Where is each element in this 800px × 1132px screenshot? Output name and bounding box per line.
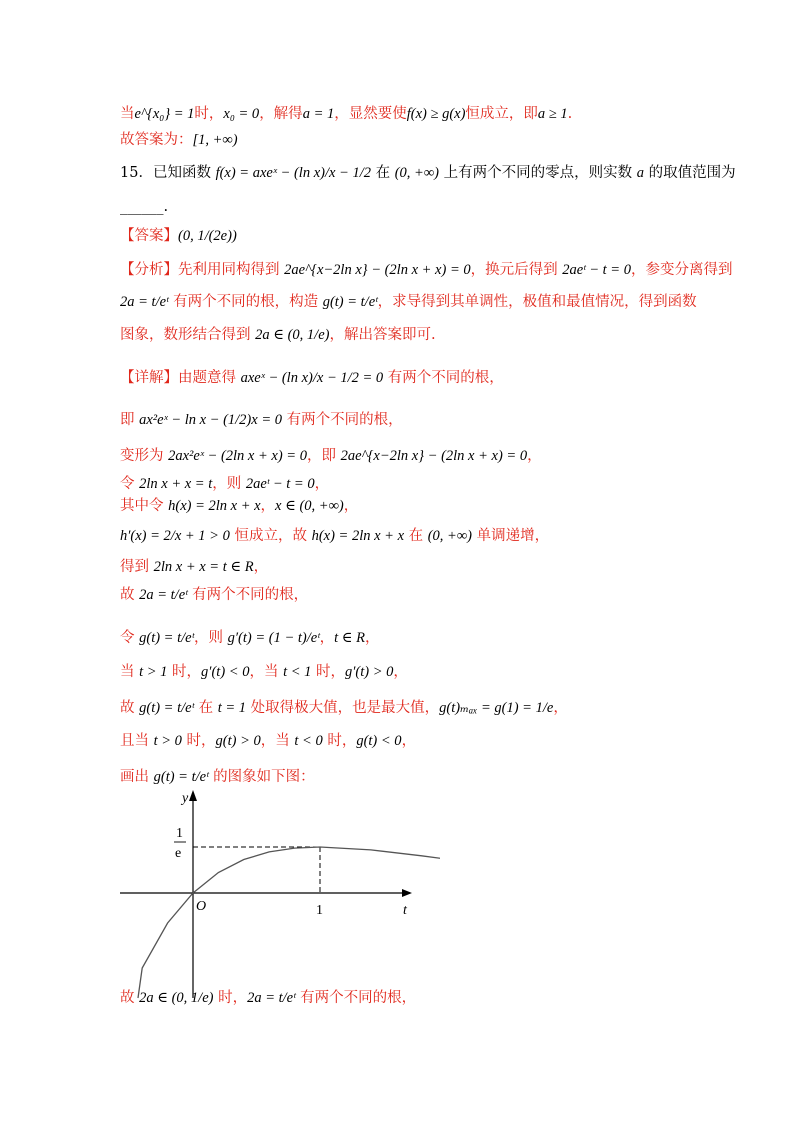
formula: g(t)ₘₐₓ = g(1) = 1/e [439, 700, 554, 716]
text-segment: ，显然要使 [334, 106, 407, 122]
text-segment: 画出 [120, 769, 154, 785]
formula: x₀ = 0 [223, 106, 260, 122]
formula: (0, 1/(2e)) [178, 228, 237, 244]
formula: 2a ∈ (0, 1/e) [139, 990, 214, 1006]
text-segment: ， [319, 630, 335, 646]
formula: h(x) = 2ln x + x [311, 528, 404, 544]
text-line-l1 [120, 104, 572, 124]
graph-svg [120, 786, 440, 1016]
text-segment: 在 [404, 528, 428, 544]
text-segment: 时， [213, 990, 248, 1006]
text-line-l8 [120, 325, 436, 345]
formula: 2a ∈ (0, 1/e) [255, 327, 330, 343]
text-segment: 的取值范围为 [643, 165, 736, 181]
formula: t = 1 [217, 700, 247, 716]
text-line-l18 [120, 662, 408, 682]
text-segment: ，参变分离得到 [630, 262, 733, 278]
text-segment: 当 [120, 664, 140, 680]
formula: t < 1 [283, 664, 312, 680]
text-segment: ，则 [194, 630, 228, 646]
text-segment: ，即 [306, 448, 341, 464]
y-axis-label: y [182, 791, 189, 806]
text-segment: 在 [194, 700, 218, 716]
text-segment: 上有两个不同的零点，则实数 [439, 165, 637, 181]
text-segment: 令 [120, 630, 140, 646]
text-segment: 单调递增， [472, 528, 550, 544]
text-segment: 故 [120, 587, 140, 603]
text-segment: 有两个不同的根， [187, 587, 309, 603]
text-segment: ， [260, 498, 276, 514]
text-segment: 有两个不同的根，构造 [168, 294, 323, 310]
text-segment: 图象，数形结合得到 [120, 327, 256, 343]
formula: g(t) < 0 [356, 733, 402, 749]
text-segment: ， [393, 664, 408, 680]
text-segment: 时， [167, 664, 202, 680]
formula: g(t) = t/eᵗ [322, 294, 378, 310]
text-segment: 的图象如下图： [208, 769, 315, 785]
formula: f(x) ≥ g(x) [406, 106, 466, 122]
text-segment: . [567, 106, 573, 122]
formula: g′(t) = (1 − t)/eᵗ [227, 630, 320, 646]
text-line-l12 [120, 474, 329, 494]
text-segment: 变形为 [120, 448, 169, 464]
text-segment: 有两个不同的根， [295, 990, 417, 1006]
formula: g(t) > 0 [215, 733, 261, 749]
text-segment: ， [314, 476, 330, 492]
function-graph [120, 786, 440, 1020]
text-segment: 有两个不同的根， [383, 370, 504, 386]
formula: 2aeᵗ − t = 0 [245, 476, 315, 492]
formula: 2ln x + x = t [139, 476, 213, 492]
formula: h(x) = 2ln x + x [168, 498, 261, 514]
y-tick-denominator: e [175, 846, 182, 861]
text-line-l14 [120, 526, 549, 546]
text-segment: 故答案为： [120, 132, 193, 148]
text-segment: ， [401, 733, 417, 749]
text-segment: 【详解】由题意得 [120, 370, 241, 386]
t-axis-arrow-icon [402, 889, 412, 897]
text-segment: 其中令 [120, 498, 169, 514]
text-line-l17 [120, 628, 380, 648]
text-segment: ， [553, 700, 568, 716]
text-segment: 有两个不同的根， [282, 412, 403, 428]
t-axis-label: t [403, 903, 407, 918]
text-line-l7 [120, 292, 697, 312]
t-one-label: 1 [316, 903, 323, 918]
text-line-l9 [120, 368, 504, 388]
formula: 2a = t/eᵗ [120, 294, 169, 310]
formula: 2ax²eˣ − (2ln x + x) = 0 [168, 448, 307, 464]
text-segment: 时， [322, 733, 357, 749]
text-segment: ，求导得到其单调性，极值和最值情况，得到函数 [377, 294, 697, 310]
formula: g(t) = t/eᵗ [153, 769, 209, 785]
text-segment: 得到 [120, 559, 154, 575]
text-segment: 时， [311, 664, 345, 680]
formula: 2ln x + x = t ∈ R [153, 559, 254, 575]
text-line-l19 [120, 698, 568, 718]
text-line-l6 [120, 260, 732, 280]
formula: g′(t) < 0 [201, 664, 250, 680]
text-segment: 在 [371, 165, 395, 181]
y-axis-arrow-icon [189, 790, 197, 801]
formula: 2ae^{x−2ln x} − (2ln x + x) = 0 [284, 262, 471, 278]
formula: a [636, 165, 644, 181]
formula: t > 1 [139, 664, 168, 680]
formula: (0, +∞) [394, 165, 439, 181]
text-segment: 时， [181, 733, 216, 749]
text-segment: 即 [120, 412, 140, 428]
formula: a = 1 [302, 106, 335, 122]
text-segment: ，解得 [259, 106, 303, 122]
text-segment: 【答案】 [120, 228, 178, 244]
text-line-l10 [120, 410, 403, 430]
text-segment: 故 [120, 700, 140, 716]
text-segment: ，换元后得到 [470, 262, 563, 278]
text-segment: ，解出答案即可. [329, 327, 436, 343]
text-segment: ， [253, 559, 269, 575]
y-tick-numerator: 1 [176, 826, 183, 841]
formula: (0, +∞) [427, 528, 472, 544]
text-line-l16 [120, 585, 308, 605]
formula: a ≥ 1 [537, 106, 568, 122]
text-line-l21 [120, 767, 315, 787]
text-line-l15 [120, 557, 268, 577]
formula: t > 0 [153, 733, 182, 749]
text-line-l13 [120, 496, 358, 516]
text-line-l3 [120, 163, 736, 183]
text-segment: 处取得极大值，也是最大值， [246, 700, 440, 716]
formula: x ∈ (0, +∞) [275, 498, 344, 514]
text-line-l2 [120, 130, 238, 150]
text-segment: ，当 [249, 664, 284, 680]
text-segment: ， [527, 448, 542, 464]
text-segment: 恒成立，故 [229, 528, 312, 544]
formula: g′(t) > 0 [345, 664, 394, 680]
text-segment: 【分析】先利用同构得到 [120, 262, 285, 278]
formula: h′(x) = 2/x + 1 > 0 [120, 528, 230, 544]
text-segment: 且当 [120, 733, 154, 749]
text-segment: 时， [194, 106, 224, 122]
formula: e^{x₀} = 1 [134, 106, 195, 122]
text-segment: ______. [120, 199, 169, 215]
formula: 2ae^{x−2ln x} − (2ln x + x) = 0 [340, 448, 528, 464]
text-segment: ，则 [212, 476, 246, 492]
origin-label: O [196, 899, 207, 914]
text-segment: ， [365, 630, 380, 646]
formula: 2a = t/eᵗ [247, 990, 296, 1006]
text-line-l11 [120, 446, 542, 466]
text-segment: 恒成立，即 [465, 106, 538, 122]
text-line-l4 [120, 197, 168, 217]
formula: 2a = t/eᵗ [139, 587, 188, 603]
formula: [1, +∞) [192, 132, 238, 148]
formula: t ∈ R [334, 630, 366, 646]
formula: t < 0 [294, 733, 323, 749]
text-segment: 当 [120, 106, 135, 122]
formula: f(x) = axeˣ − (ln x)/x − 1/2 [215, 165, 371, 181]
formula: ax²eˣ − ln x − (1/2)x = 0 [139, 412, 282, 428]
formula: g(t) = t/eᵗ [139, 700, 195, 716]
g-curve [138, 847, 440, 998]
formula: g(t) = t/eᵗ [139, 630, 195, 646]
text-segment: 令 [120, 476, 140, 492]
text-segment: ，当 [260, 733, 295, 749]
text-line-l20 [120, 731, 416, 751]
text-segment: 故 [120, 990, 140, 1006]
text-segment: 15．已知函数 [120, 165, 216, 181]
formula: axeˣ − (ln x)/x − 1/2 = 0 [240, 370, 384, 386]
formula: 2aeᵗ − t = 0 [562, 262, 631, 278]
text-segment: ， [343, 498, 359, 514]
text-line-l5 [120, 226, 237, 246]
